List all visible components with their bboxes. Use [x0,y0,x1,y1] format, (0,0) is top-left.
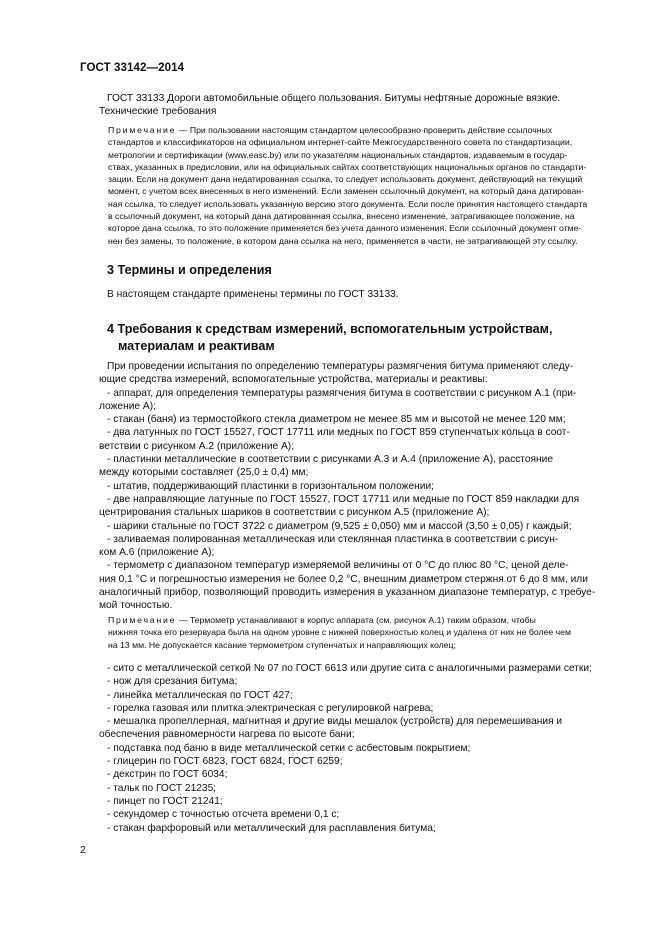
equipment-list-b [99,662,615,835]
text-line: ная ссылка, то следует использовать указанную версию этого документа. Если после принятия настоящего стандарта [108,198,588,209]
list-item: - стакан фарфоровый или металлический для расплавления битума; [107,822,436,834]
text-line: ГОСТ 33133 Дороги автомобильные общего пользования. Битумы нефтяные дорожные вязкие. [107,93,561,104]
list-item: - горелка газовая или плитка электрическая с регулировкой нагрева; [107,702,434,714]
section-heading: материалам и реактивам [118,339,275,353]
text-line: момент, с учетом всех внесенных в него изменений. Если заменен ссылочный документ, на который дана датирован- [108,186,584,197]
section-4 [107,321,615,355]
section-3 [107,262,615,279]
text-line: ветствии с рисунком А.2 (приложение А); [99,440,295,452]
text-line: мой точностью. [99,600,173,612]
section-3-body [107,288,615,301]
list-item: - тальк по ГОСТ 21235; [107,782,217,794]
reference-entry [99,92,615,119]
text-line: в ссылочный документ, на который дана датированная ссылка, внесено изменение, затрагивающее положение, на [108,211,575,222]
text-line: ком А.6 (приложение А); [99,547,215,559]
note-references [107,124,615,247]
text-line: центрирования стальных шариков в соответствии с рисунком А.5 (приложение А); [99,507,490,519]
list-item: - глицерин по ГОСТ 6823, ГОСТ 6824, ГОСТ 6259; [107,756,343,768]
text-line: аналогичный прибор, позволяющий проводить измерения в указанном диапазоне температур, с требуе- [99,587,596,599]
list-item: - пинцет по ГОСТ 21241; [107,795,223,807]
text-line: стандартов и классификаторов на официальном интернет-сайте Межгосударственного совета по стандартизации, [108,137,573,148]
text-line: на 13 мм. Не допускается касание термометром ступенчатых и направляющих колец; [108,639,456,650]
text-line: зации. Если на документ дана недатированная ссылка, то следует использовать документ, действующий на текущий [108,174,583,185]
list-item: - штатив, поддерживающий пластинки в горизонтальном положении; [107,480,434,492]
list-item: - сито с металлической сеткой № 07 по ГОСТ 6613 или другие сита с аналогичными размерами сетки; [107,663,592,674]
note-thermometer [107,614,615,651]
text-line: которое дана ссылка, то это положение применяется без учета данного изменения. Если ссылочный документ отме- [108,223,582,234]
note-label: Примечание [108,125,177,135]
list-item: - линейка металлическая по ГОСТ 427; [107,689,293,701]
text-line: При проведении испытания по определению температуры размягчения битума применяют следу- [107,361,574,372]
text-line: — Термометр устанавливают в корпус аппарата (см. рисунок А.1) таким образом, чтобы [178,615,536,625]
list-item: - мешалка пропеллерная, магнитная и другие виды мешалок (устройств) для перемешивания и [107,716,563,728]
text-line: между которыми составляет (25,0 ± 0,4) мм; [99,467,309,479]
text-line: В настоящем стандарте применены термины по ГОСТ 33133. [107,289,399,300]
text-line: ложение А); [99,400,156,412]
list-item: - пластинки металлические в соответствии с рисунками А.3 и А.4 (приложение А), расстояние [107,454,554,466]
list-item: - термометр с диапазоном температур измеряемой величины от 0 °С до плюс 80 °С, ценой деле- [107,560,569,572]
section-heading: 3 Термины и определения [107,263,272,277]
list-item: - подставка под баню в виде металлической сетки с асбестовым покрытием; [107,742,471,754]
text-line: ствах, указанных в предисловии, или на официальных сайтах соответствующих национальных органов по стандарти- [108,161,587,172]
section-heading: 4 Требования к средствам измерений, вспомогательным устройствам, [107,322,553,336]
list-item: - стакан (баня) из термостойкого стекла диаметром не менее 85 мм и высотой не менее 120 мм; [107,414,566,426]
text-line: — При пользовании настоящим стандартом целесообразно проверить действие ссылочных [178,125,553,135]
text-line: ния 0,1 °С и погрешностью измерения не более 0,2 °С, внешним диаметром стержня от 6 до 8 мм, или [99,573,588,585]
text-line: нижняя точка его резервуара была на одном уровне с нижней поверхностью колец и удалена от них не более чем [108,627,571,638]
text-line: Технические требования [99,106,217,118]
page-number: 2 [80,844,86,856]
text-line: ющие средства измерений, вспомогательные устройства, материалы и реактивы: [99,374,488,386]
list-item: - два латунных по ГОСТ 15527, ГОСТ 17711 или медных по ГОСТ 859 ступенчатых кольца в соот- [107,427,570,439]
text-line: нен без замены, то положение, в котором дана ссылка на него, применяется в части, не затрагивающей эту ссылку. [108,235,578,246]
list-item: - аппарат, для определения температуры размягчения битума в соответствии с рисунком А.1 (при- [107,387,577,399]
text-line: метрологии и сертификации (www.easc.by) или по указателям национальных стандартов, издаваемым в государ- [108,149,568,160]
list-item: - нож для срезания битума; [107,676,238,688]
list-item: - шарики стальные по ГОСТ 3722 с диаметром (9,525 ± 0,050) мм и массой (3,50 ± 0,05) г каждый; [107,520,572,532]
list-item: - две направляющие латунные по ГОСТ 15527, ГОСТ 17711 или медные по ГОСТ 859 накладки для [107,493,580,505]
list-item: - заливаемая полированная металлическая или стеклянная пластинка в соответствии с рисун- [107,533,559,545]
equipment-list-a [99,360,615,613]
list-item: - декстрин по ГОСТ 6034; [107,769,228,781]
list-item: - секундомер с точностью отсчета времени 0,1 с; [107,809,340,821]
text-line: обеспечения равномерности нагрева по высоте бани; [99,729,355,741]
note-label: Примечание [108,615,177,625]
running-header: ГОСТ 33142—2014 [80,62,185,74]
